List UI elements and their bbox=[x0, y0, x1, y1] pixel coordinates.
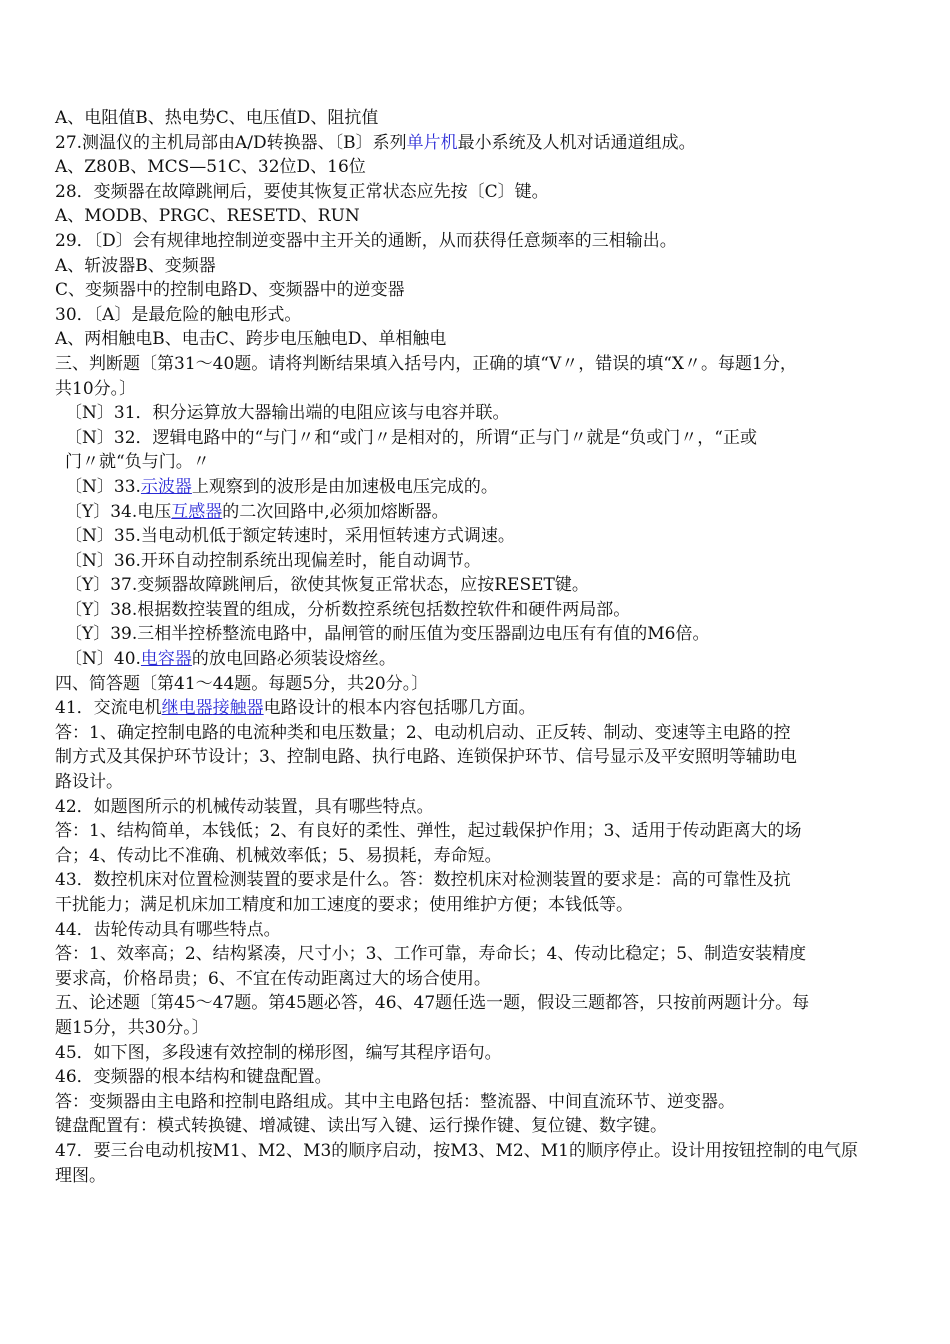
text-segment: 最小系统及人机对话通道组成。 bbox=[457, 132, 696, 153]
text-line bbox=[55, 500, 892, 525]
text-line: 答：1、结构简单，本钱低；2、有良好的柔性、弹性，起过载保护作用；3、适用于传动距离大的场 bbox=[55, 821, 802, 842]
text-segment: 〔N〕40. bbox=[65, 649, 141, 670]
text-line bbox=[55, 131, 892, 156]
text-line bbox=[55, 696, 892, 721]
text-segment: 〔Y〕34.电压 bbox=[65, 501, 172, 522]
text-segment: 〔N〕33. bbox=[65, 476, 141, 497]
text-line: 制方式及其保护环节设计；3、控制电路、执行电路、连锁保护环节、信号显示及平安照明等辅助电 bbox=[55, 747, 797, 768]
text-segment: 的放电回路必须装设熔丝。 bbox=[191, 649, 396, 670]
text-line: 〔N〕31．积分运算放大器输出端的电阻应该与电容并联。 bbox=[65, 403, 510, 424]
text-line: 门〃就“负与门。〃 bbox=[65, 452, 210, 473]
text-line: A、MODB、PRGC、RESETD、RUN bbox=[55, 206, 360, 227]
text-line: 29．〔D〕会有规律地控制逆变器中主开关的通断，从而获得任意频率的三相输出。 bbox=[55, 230, 677, 251]
text-line: 〔Y〕39.三相半控桥整流电路中，晶闸管的耐压值为变压器副边电压有有值的M6倍。 bbox=[65, 624, 710, 645]
text-line: 〔N〕36.开环自动控制系统出现偏差时，能自动调节。 bbox=[65, 550, 481, 571]
text-line: 答：变频器由主电路和控制电路组成。其中主电路包括：整流器、中间直流环节、逆变器。 bbox=[55, 1091, 735, 1112]
text-line: 理图。 bbox=[55, 1165, 106, 1186]
text-line: 合；4、传动比不准确、机械效率低；5、易损耗，寿命短。 bbox=[55, 845, 502, 866]
link-capacitor[interactable]: 电容器 bbox=[140, 649, 192, 670]
text-segment: 电路设计的根本内容包括哪几方面。 bbox=[263, 698, 536, 719]
text-line: 要求高，价格昂贵；6、不宜在传动距离过大的场合使用。 bbox=[55, 968, 491, 989]
link-relay[interactable]: 继电器 bbox=[161, 698, 213, 719]
text-line: 44．齿轮传动具有哪些特点。 bbox=[55, 919, 281, 940]
text-line: 答：1、确定控制电路的电流种类和电压数量；2、电动机启动、正反转、制动、变速等主电路的控 bbox=[55, 722, 791, 743]
text-line: 路设计。 bbox=[55, 772, 123, 793]
text-line: C、变频器中的控制电路D、变频器中的逆变器 bbox=[55, 280, 405, 301]
text-line: 43．数控机床对位置检测装置的要求是什么。答：数控机床对检测装置的要求是：高的可靠性及抗 bbox=[55, 870, 791, 891]
text-line: 42．如题图所示的机械传动装置，具有哪些特点。 bbox=[55, 796, 434, 817]
text-line: 46．变频器的根本结构和键盘配置。 bbox=[55, 1067, 332, 1088]
text-line: A、两相触电B、电击C、跨步电压触电D、单相触电 bbox=[55, 329, 447, 350]
link-transformer[interactable]: 互感器 bbox=[171, 501, 223, 522]
text-line: 〔Y〕37.变频器故障跳闸后，欲使其恢复正常状态，应按RESET键。 bbox=[65, 575, 589, 596]
text-line: 〔Y〕38.根据数控装置的组成，分析数控系统包括数控软件和硬件两局部。 bbox=[65, 599, 631, 620]
text-line bbox=[55, 647, 892, 672]
text-line: 答：1、效率高；2、结构紧凑，尺寸小；3、工作可靠，寿命长；4、传动比稳定；5、制造安装精度 bbox=[55, 944, 807, 965]
text-line: 45．如下图，多段速有效控制的梯形图，编写其程序语句。 bbox=[55, 1042, 502, 1063]
text-segment: 上观察到的波形是由加速极电压完成的。 bbox=[191, 476, 498, 497]
text-line: 题15分，共30分。〕 bbox=[55, 1017, 209, 1038]
text-line: 47．要三台电动机按M1、M2、M3的顺序启动，按M3、M2、M1的顺序停止。设计用按钮控制的电气原 bbox=[55, 1140, 858, 1161]
text-line: 共10分。〕 bbox=[55, 378, 137, 399]
link-single-chip-mcu[interactable]: 单片机 bbox=[406, 132, 458, 153]
section-heading: 三、判断题〔第31～40题。请将判断结果填入括号内，正确的填“V〃，错误的填“X〃。每题1分， bbox=[55, 353, 797, 374]
text-segment: 的二次回路中,必须加熔断器。 bbox=[222, 501, 449, 522]
text-line: 干扰能力；满足机床加工精度和加工速度的要求；使用维护方便；本钱低等。 bbox=[55, 895, 633, 915]
text-line: A、电阻值B、热电势C、电压值D、阻抗值 bbox=[55, 108, 379, 128]
link-contactor[interactable]: 接触器 bbox=[212, 698, 264, 719]
text-line: 28．变频器在故障跳闸后，要使其恢复正常状态应先按〔C〕键。 bbox=[55, 181, 549, 202]
text-line: 30．〔A〕是最危险的触电形式。 bbox=[55, 304, 302, 325]
text-line: A、斩波器B、变频器 bbox=[55, 255, 216, 276]
text-segment: 41．交流电机 bbox=[55, 698, 162, 719]
text-line: A、Z80B、MCS—51C、32位D、16位 bbox=[55, 157, 366, 178]
section-heading: 五、论述题〔第45～47题。第45题必答，46、47题任选一题，假设三题都答，只按前两题计分。每 bbox=[55, 993, 810, 1014]
text-segment: 27.测温仪的主机局部由A/D转换器、〔B〕系列 bbox=[55, 132, 407, 153]
text-line: 键盘配置有：模式转换键、增减键、读出写入键、运行操作键、复位键、数字键。 bbox=[55, 1116, 667, 1137]
text-line: 〔N〕35.当电动机低于额定转速时，采用恒转速方式调速。 bbox=[65, 526, 515, 547]
section-heading: 四、简答题〔第41～44题。每题5分，共20分。〕 bbox=[55, 673, 429, 694]
text-line bbox=[55, 475, 892, 500]
text-line: 〔N〕32．逻辑电路中的“与门〃和“或门〃是相对的，所谓“正与门〃就是“负或门〃，“正或 bbox=[65, 427, 757, 448]
link-oscilloscope[interactable]: 示波器 bbox=[140, 476, 192, 497]
